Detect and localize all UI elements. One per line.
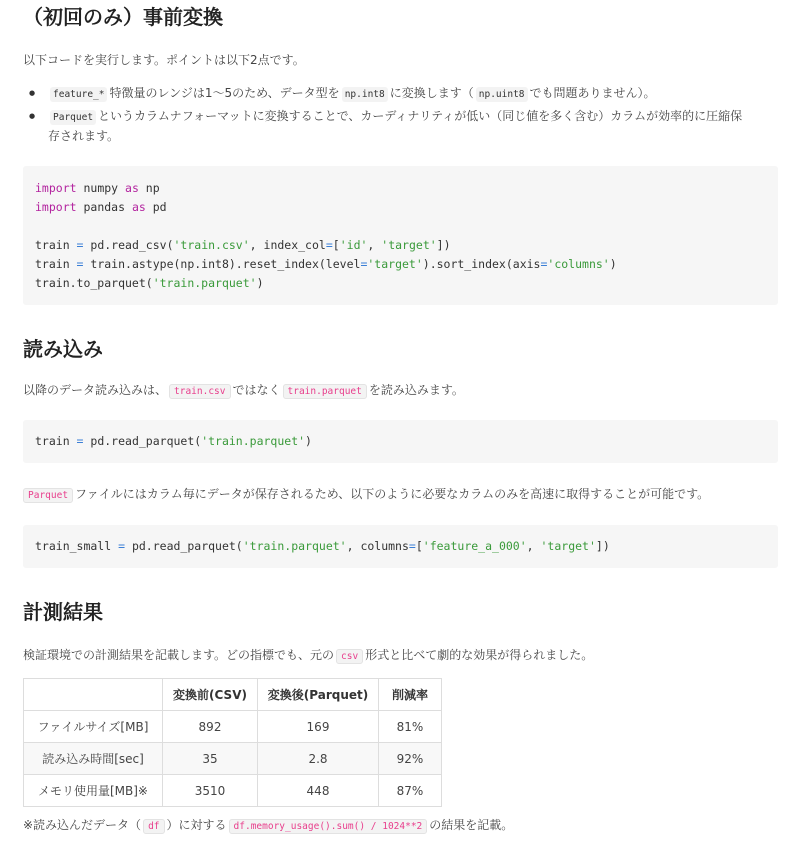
table-row	[24, 711, 442, 743]
inline-code: csv	[336, 649, 363, 664]
parquet-paragraph: Parquet ファイルにはカラム毎にデータが保存されるため、以下のように必要なカラムのみを高速に取得することが可能です。	[23, 485, 709, 505]
inline-code: np.int8	[342, 87, 388, 102]
inline-code: train.parquet	[283, 384, 367, 399]
table-header: 変換前(CSV)	[163, 679, 258, 711]
table-cell: ファイルサイズ[MB]	[24, 711, 163, 743]
table-cell: 169	[258, 711, 379, 743]
table-header: 削減率	[379, 679, 442, 711]
table-cell: 87%	[379, 775, 442, 807]
table-cell: 892	[163, 711, 258, 743]
table-header	[24, 679, 163, 711]
inline-code: train.csv	[169, 384, 230, 399]
table-cell: 81%	[379, 711, 442, 743]
table-cell: 読み込み時間[sec]	[24, 743, 163, 775]
table-cell: 3510	[163, 775, 258, 807]
footnote: ※読み込んだデータ（ df ）に対する df.memory_usage().sum() / 1024**2 の結果を記載。	[23, 818, 514, 832]
table-cell: 92%	[379, 743, 442, 775]
loading-intro: 以降のデータ読み込みは、 train.csv ではなく train.parquet を読み込みます。	[23, 383, 464, 397]
inline-code: Parquet	[50, 110, 96, 125]
results-table	[23, 678, 442, 807]
code-block-read-parquet[interactable]: train = pd.read_parquet('train.parquet')	[23, 420, 778, 463]
table-row	[24, 743, 442, 775]
inline-code: np.uint8	[476, 87, 528, 102]
table-cell: メモリ使用量[MB]※	[24, 775, 163, 807]
heading-preconversion: （初回のみ）事前変換	[23, 5, 223, 29]
results-intro: 検証環境での計測結果を記載します。どの指標でも、元の csv 形式と比べて劇的な効果が得られました。	[23, 648, 594, 662]
heading-loading: 読み込み	[23, 337, 103, 361]
code-block-conversion[interactable]: import numpy as np import pandas as pd train = pd.read_csv('train.csv', index_col=['id', 'target']) train = train.astype(np.int8).reset_index(level='target').sort_index(axis='columns') train.to_parquet('train.parquet')	[23, 166, 778, 305]
inline-code: Parquet	[23, 488, 73, 503]
inline-code: feature_*	[50, 87, 107, 102]
code-block-read-columns[interactable]: train_small = pd.read_parquet('train.parquet', columns=['feature_a_000', 'target'])	[23, 525, 778, 568]
bullet-item: ● Parquet というカラムナフォーマットに変換することで、カーディナリティが低い（同じ値を多く含む）カラムが効率的に圧縮保 存されます。	[23, 107, 783, 145]
bullet-list	[23, 84, 783, 148]
heading-results: 計測結果	[23, 600, 103, 624]
intro-paragraph: 以下コードを実行します。ポイントは以下2点です。	[23, 53, 305, 67]
bullet-item: ● feature_* 特徴量のレンジは1〜5のため、データ型を np.int8 に変換します（ np.uint8 でも問題ありません）。	[23, 84, 783, 104]
table-cell: 448	[258, 775, 379, 807]
table-header: 変換後(Parquet)	[258, 679, 379, 711]
inline-code: df	[143, 819, 164, 834]
table-row	[24, 775, 442, 807]
table-cell: 35	[163, 743, 258, 775]
inline-code: df.memory_usage().sum() / 1024**2	[229, 819, 428, 834]
table-cell: 2.8	[258, 743, 379, 775]
table-header-row	[24, 679, 442, 711]
